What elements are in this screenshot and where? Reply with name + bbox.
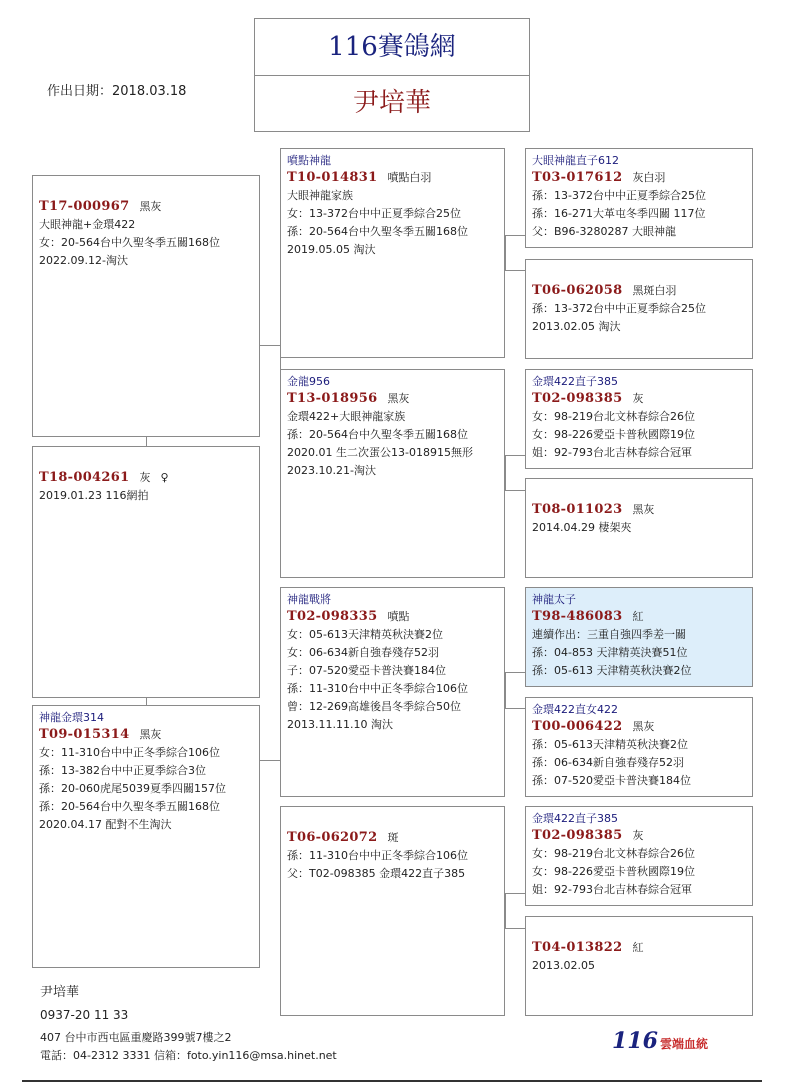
feather-color: 紅 <box>632 941 644 954</box>
info-line: 孫：13-372台中中正夏季綜合25位 <box>532 302 706 315</box>
info-line: 女：05-613天津精英秋決賽2位 <box>287 628 443 641</box>
ring-number: T08-011023 <box>532 502 623 517</box>
info-line: 孫：20-564台中久聖冬季五關168位 <box>39 800 220 813</box>
feather-color: 灰 <box>632 829 644 842</box>
sss-card[interactable] <box>525 148 753 248</box>
ring-number: T10-014831 <box>287 170 378 185</box>
sire-card[interactable] <box>32 175 260 437</box>
pigeon-name: 金龍956 <box>287 375 330 388</box>
feather-color: 紅 <box>632 610 644 623</box>
connector <box>505 235 525 236</box>
info-line: 金環422+大眼神龍家族 <box>287 410 406 423</box>
connector <box>146 698 147 705</box>
info-line: 孫：20-060虎尾5039夏季四關157位 <box>39 782 226 795</box>
info-line: 2019.05.05 淘汏 <box>287 243 376 256</box>
feather-color: 黑灰 <box>387 392 410 405</box>
sdd-card[interactable] <box>525 478 753 578</box>
pigeon-name: 大眼神龍直子612 <box>532 154 619 167</box>
logo-number: 116 <box>612 1028 658 1054</box>
info-line: 2014.04.29 棲架夾 <box>532 521 632 534</box>
bottom-divider <box>22 1080 762 1082</box>
brand-logo <box>612 1028 732 1056</box>
owner-name: 尹培華 <box>352 88 431 118</box>
ring-line <box>532 390 746 408</box>
footer-name: 尹培華 <box>40 985 80 1000</box>
sds-card[interactable] <box>525 369 753 469</box>
info-line: 孫：11-310台中中正冬季綜合106位 <box>287 682 468 695</box>
info-line: 孫：20-564台中久聖冬季五關168位 <box>287 428 468 441</box>
info-line: 女：98-226愛亞卡普秋國際19位 <box>532 865 695 878</box>
info-line: 大眼神龍家族 <box>287 189 353 202</box>
ssd-card[interactable] <box>525 259 753 359</box>
ring-number: T06-062072 <box>287 830 378 845</box>
info-line: 父：T02-098385 金環422直子385 <box>287 867 466 880</box>
feather-color: 灰 <box>632 392 644 405</box>
info-line: 女：06-634新自強春殘存52羽 <box>287 646 439 659</box>
info-line: 2022.09.12-淘汏 <box>39 254 128 267</box>
info-line: 曾：12-269高雄後昌冬季綜合50位 <box>287 700 461 713</box>
connector <box>505 708 525 709</box>
site-name: 116賽鴿網 <box>255 19 529 76</box>
pigeon-name: 噴點神龍 <box>287 154 331 167</box>
info-line: 孫：06-634新自強春殘存52羽 <box>532 756 684 769</box>
feather-color: 黑灰 <box>139 728 162 741</box>
pigeon-name: 金環422直子385 <box>532 812 618 825</box>
connector <box>505 672 506 708</box>
ring-number: T02-098385 <box>532 828 623 843</box>
ring-line <box>532 827 746 845</box>
dss-card[interactable] <box>525 587 753 687</box>
feather-color: 黑灰 <box>632 720 655 733</box>
dsd-card[interactable] <box>525 697 753 797</box>
ring-line <box>532 718 746 736</box>
info-line: 女：13-372台中中正夏季綜合25位 <box>287 207 461 220</box>
feather-color: 噴點 <box>387 610 410 623</box>
ring-line <box>39 726 253 744</box>
pigeon-name: 神龍戰將 <box>287 593 331 606</box>
info-line: 2020.01 生二次蛋公13-018915無形 <box>287 446 473 459</box>
ring-line <box>532 282 746 300</box>
connector <box>505 893 525 894</box>
header-box <box>254 18 530 132</box>
feather-color: 斑 <box>387 831 399 844</box>
connector <box>260 760 280 761</box>
subject-card[interactable] <box>32 446 260 698</box>
ring-number: T04-013822 <box>532 940 623 955</box>
feather-color: 黑灰 <box>139 200 162 213</box>
pigeon-name: 金環422直女422 <box>532 703 618 716</box>
dam-dam-card[interactable] <box>280 806 505 1016</box>
ring-number: T17-000967 <box>39 199 130 214</box>
ring-number: T02-098385 <box>532 391 623 406</box>
ring-line <box>39 198 253 216</box>
dam-sire-card[interactable] <box>280 587 505 797</box>
ring-number: T00-006422 <box>532 719 623 734</box>
sex-symbol: ♀ <box>160 471 169 484</box>
ring-line <box>287 608 498 626</box>
logo-text: 雲端血統 <box>659 1037 708 1051</box>
feather-color: 灰 <box>139 471 151 484</box>
ring-number: T02-098335 <box>287 609 378 624</box>
info-line: 子：07-520愛亞卡普決賽184位 <box>287 664 446 677</box>
connector <box>505 270 525 271</box>
date-label: 作出日期：2018.03.18 <box>47 84 187 99</box>
info-line: 女：98-226愛亞卡普秋國際19位 <box>532 428 695 441</box>
connector <box>146 437 147 446</box>
pigeon-name: 神龍金環314 <box>39 711 104 724</box>
ddd-card[interactable] <box>525 916 753 1016</box>
ring-line <box>39 469 253 487</box>
info-line: 父：B96-3280287 大眼神龍 <box>532 225 676 238</box>
connector <box>505 455 525 456</box>
footer-contact-line: 電話：04-2312 3331 信箱：foto.yin116@msa.hinet.net <box>40 1049 337 1062</box>
info-line: 孫：11-310台中中正冬季綜合106位 <box>287 849 468 862</box>
connector <box>505 893 506 928</box>
info-line: 2013.02.05 淘汏 <box>532 320 621 333</box>
sire-dam-card[interactable] <box>280 369 505 578</box>
feather-color: 黑斑白羽 <box>632 284 677 297</box>
dds-card[interactable] <box>525 806 753 906</box>
dam-card[interactable] <box>32 705 260 968</box>
ring-number: T13-018956 <box>287 391 378 406</box>
footer-phone: 0937-20 11 33 <box>40 1008 129 1022</box>
ring-line <box>532 501 746 519</box>
ring-line <box>287 829 498 847</box>
ring-number: T98-486083 <box>532 609 623 624</box>
info-line: 姐：92-793台北吉林春綜合冠軍 <box>532 446 692 459</box>
ring-line <box>532 608 746 626</box>
ring-line <box>287 390 498 408</box>
feather-color: 噴點白羽 <box>387 171 432 184</box>
info-line: 女：98-219台北文林春綜合26位 <box>532 847 695 860</box>
info-line: 連續作出：三重自強四季差一關 <box>532 628 686 641</box>
info-line: 2023.10.21-淘汏 <box>287 464 376 477</box>
info-line: 大眼神龍+金環422 <box>39 218 136 231</box>
info-line: 2013.02.05 <box>532 959 595 972</box>
ring-number: T06-062058 <box>532 283 623 298</box>
pigeon-name: 神龍太子 <box>532 593 576 606</box>
connector <box>505 672 525 673</box>
sire-sire-card[interactable] <box>280 148 505 358</box>
info-line: 姐：92-793台北吉林春綜合冠軍 <box>532 883 692 896</box>
info-line: 孫：13-372台中中正夏季綜合25位 <box>532 189 706 202</box>
connector <box>505 928 525 929</box>
info-line: 孫：07-520愛亞卡普決賽184位 <box>532 774 691 787</box>
info-line: 女：11-310台中中正冬季綜合106位 <box>39 746 220 759</box>
info-line: 女：20-564台中久聖冬季五關168位 <box>39 236 220 249</box>
info-line: 孫：05-613 天津精英秋決賽2位 <box>532 664 692 677</box>
info-line: 孫：04-853 天津精英決賽51位 <box>532 646 688 659</box>
ring-number: T03-017612 <box>532 170 623 185</box>
ring-line <box>287 169 498 187</box>
feather-color: 黑灰 <box>632 503 655 516</box>
footer-contact <box>40 982 128 1026</box>
info-line: 女：98-219台北文林春綜合26位 <box>532 410 695 423</box>
feather-color: 灰白羽 <box>632 171 666 184</box>
connector <box>505 455 506 490</box>
info-line: 孫：20-564台中久聖冬季五關168位 <box>287 225 468 238</box>
connector <box>505 490 525 491</box>
footer-address: 407 台中市西屯區重慶路399號7樓之2 <box>40 1031 232 1044</box>
info-line: 孫：05-613天津精英秋決賽2位 <box>532 738 688 751</box>
info-line: 孫：13-382台中中正夏季綜合3位 <box>39 764 206 777</box>
ring-number: T09-015314 <box>39 727 130 742</box>
info-line: 2013.11.11.10 淘汏 <box>287 718 393 731</box>
connector <box>505 235 506 270</box>
info-line: 2019.01.23 116網拍 <box>39 489 149 502</box>
connector <box>260 345 280 346</box>
ring-number: T18-004261 <box>39 470 130 485</box>
info-line: 2020.04.17 配對不生淘汏 <box>39 818 172 831</box>
pigeon-name: 金環422直子385 <box>532 375 618 388</box>
ring-line <box>532 169 746 187</box>
ring-line <box>532 939 746 957</box>
info-line: 孫：16-271大革屯冬季四關 117位 <box>532 207 706 220</box>
